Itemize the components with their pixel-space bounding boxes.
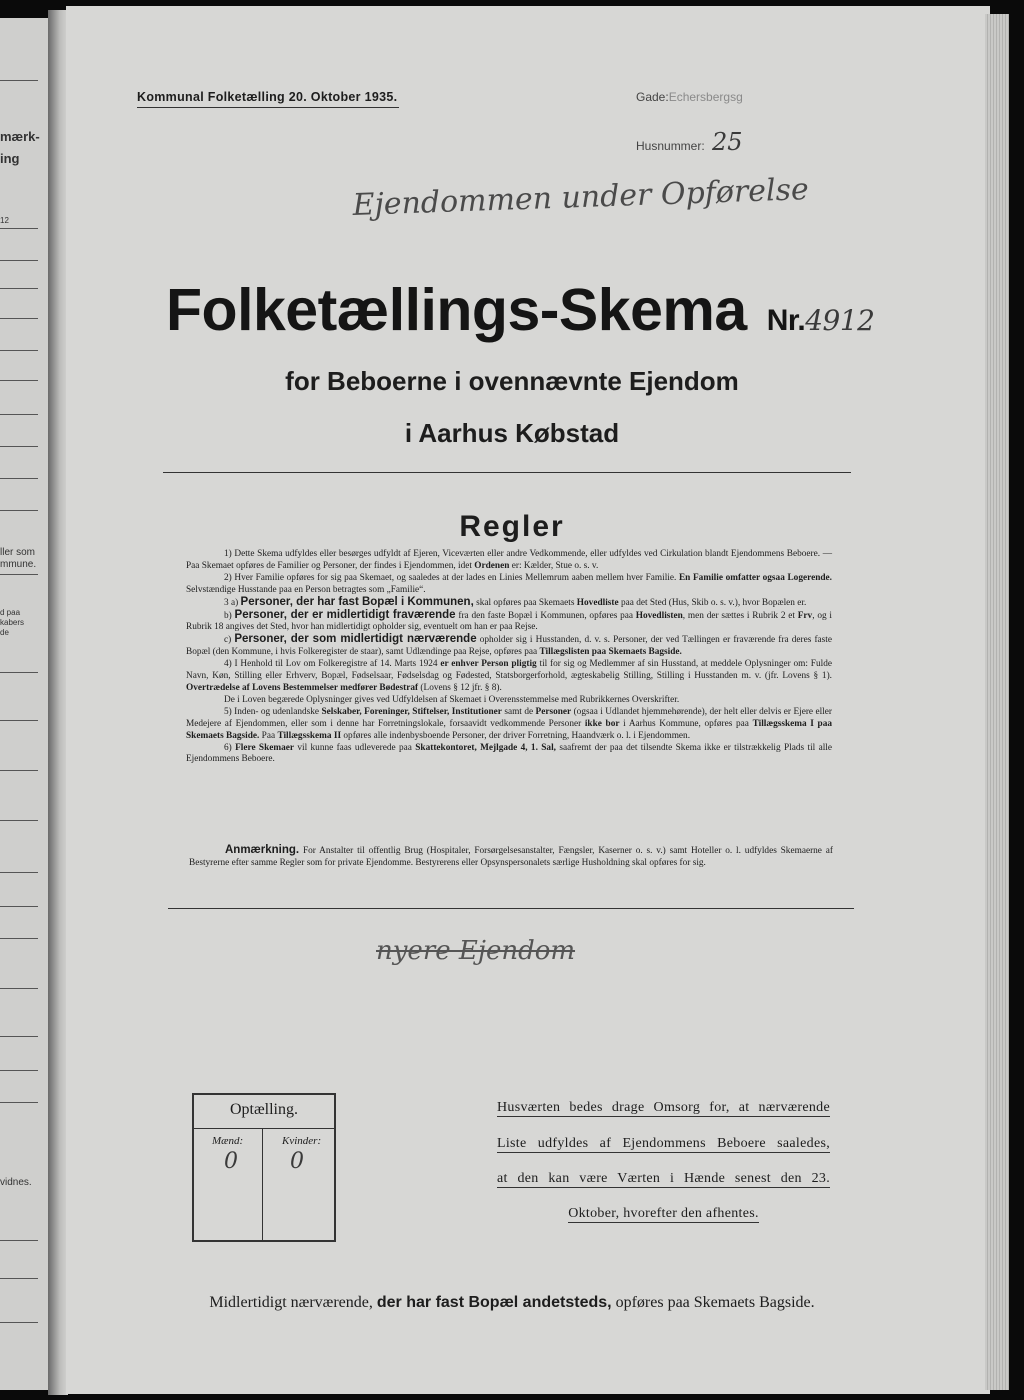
margin-fragment: mmune. bbox=[0, 559, 37, 570]
margin-rule bbox=[0, 80, 38, 81]
margin-rule bbox=[0, 938, 38, 939]
margin-rule bbox=[0, 988, 38, 989]
title-divider bbox=[163, 472, 851, 473]
rules-text bbox=[186, 549, 832, 766]
count-box-rule bbox=[194, 1128, 334, 1129]
house-number-value: 25 bbox=[712, 128, 743, 156]
form-subtitle-1: for Beboerne i ovennævnte Ejendom bbox=[285, 366, 739, 396]
header-underline bbox=[137, 107, 399, 108]
margin-rule bbox=[0, 720, 38, 721]
house-number-field bbox=[636, 128, 743, 156]
count-box-divider bbox=[262, 1128, 263, 1240]
margin-rule bbox=[0, 414, 38, 415]
notice-line-4: Oktober, hvorefter den afhentes. bbox=[568, 1206, 759, 1221]
handwritten-note: Ejendommen under Opførelse bbox=[352, 172, 810, 223]
street-label: Gade: bbox=[636, 90, 669, 104]
women-count: 0 bbox=[290, 1149, 304, 1174]
margin-fragment: mærk- bbox=[0, 129, 40, 144]
men-label: Mænd: bbox=[212, 1135, 244, 1147]
margin-fragment: vidnes. bbox=[0, 1177, 32, 1188]
margin-rule bbox=[0, 770, 38, 771]
men-count: 0 bbox=[224, 1149, 238, 1174]
rule-1: 1) Dette Skema udfyldes eller besørges udfyldt af Ejeren, Viceværten eller andre Vedkommende, eller udfyldes ved Cirkulation blandt Ejendommens Beboere. — Paa Skemaet opføres de Familier og Personer, der findes i Ejendommen, idet Ordenen er: Kælder, Stue o. s. v. bbox=[186, 549, 832, 571]
form-title bbox=[166, 276, 874, 344]
margin-rule bbox=[0, 1036, 38, 1037]
margin-fragment: ing bbox=[0, 151, 20, 166]
rule-6: 6) Flere Skemaer vil kunne faas udleverede paa Skattekontoret, Mejlgade 4, 1. Sal, saafremt der paa det tilsendte Skema ikke er tilstrækkelig Plads til alle Ejendommens Beboere. bbox=[186, 742, 832, 765]
book-spine bbox=[48, 10, 68, 1395]
margin-fragment: kabers bbox=[0, 618, 25, 627]
rule-4-note: De i Loven begærede Oplysninger gives ved Udfyldelsen af Skemaet i Overensstemmelse med Rubrikkernes Overskrifter. bbox=[224, 694, 680, 705]
margin-rule bbox=[0, 672, 38, 673]
street-value: Echersbergsg bbox=[668, 90, 743, 104]
house-number-label: Husnummer: bbox=[636, 139, 705, 153]
margin-rule bbox=[0, 820, 38, 821]
struck-handwritten-note: nyere Ejendom bbox=[376, 936, 576, 966]
margin-rule bbox=[0, 350, 38, 351]
margin-rule bbox=[0, 318, 38, 319]
margin-rule bbox=[0, 1070, 38, 1071]
remark-text: For Anstalter til offentlig Brug (Hospitaler, Forsørgelsesanstalter, Fængsler, Kaserner o. s. v.) samt Hoteller o. l. udfyldes Skemaerne af Bestyrerne efter samme Regler som for private Ejendomme. Bestyrerens eller Opsynspersonalets særlige Husholdning skal opføres for sig. bbox=[189, 846, 833, 868]
margin-fragment: d paa bbox=[0, 608, 21, 617]
census-header: Kommunal Folketælling 20. Oktober 1935. bbox=[137, 90, 398, 104]
margin-rule bbox=[0, 1102, 38, 1103]
rule-5: 5) Inden- og udenlandske Selskaber, Foreninger, Stiftelser, Institutioner samt de Personer (ogsaa i Udlandet hjemmehørende), der helt eller delvis er Ejere eller Medejere af Ejendommen, eller som i denne har Forretningslokale, forsaavidt vedkommende Personer ikke bor i Aarhus Kommune, opføres paa Tillægsskema I paa Skemaets Bagside. Paa Tillægsskema II opføres alle indenbysboende Personer, der driver Forretning, Haandværk o. l. i Ejendommen. bbox=[186, 706, 833, 741]
margin-rule bbox=[0, 288, 38, 289]
remark-paragraph bbox=[189, 844, 833, 869]
margin-rule bbox=[0, 228, 38, 229]
form-number-value: 4912 bbox=[805, 304, 875, 337]
margin-rule bbox=[0, 1278, 38, 1279]
margin-rule bbox=[0, 478, 38, 479]
margin-fragment: de bbox=[0, 628, 9, 637]
notice-line-2: Liste udfyldes af Ejendommens Beboere saaledes, bbox=[497, 1136, 830, 1151]
form-title-main: Folketællings-Skema bbox=[166, 277, 747, 343]
margin-rule bbox=[0, 906, 38, 907]
margin-rule bbox=[0, 574, 38, 575]
margin-rule bbox=[0, 260, 38, 261]
rule-2: 2) Hver Familie opføres for sig paa Skemaet, og saaledes at der lades en Linies Mellemrum aaben mellem hver Familie. En Familie omfatter ogsaa Logerende. Selvstændige Husstande paa en Person betragtes som „Familie“. bbox=[186, 572, 832, 595]
rule-3b: b) Personer, der er midlertidigt fraværende fra den faste Bopæl i Kommunen, opføres paa Hovedlisten, men der sættes i Rubrik 2 et Frv, og i Rubrik 18 angives det Sted, hvor han midlertidigt opholder sig, eventuelt om han er paa Rejse. bbox=[186, 608, 832, 633]
margin-rule bbox=[0, 1240, 38, 1241]
rule-3c: c) Personer, der som midlertidigt nærværende opholder sig i Husstanden, d. v. s. Personer, der ved Tællingen er fraværende fra deres faste Bopæl (den Kommune, i hvis Folkeregister de staar), samt Udlændinge paa Rejse, opføres paa Tillægslisten paa Skemaets Bagside. bbox=[186, 633, 833, 658]
margin-rule bbox=[0, 1322, 38, 1323]
rules-heading: Regler bbox=[459, 510, 565, 543]
street-field bbox=[636, 90, 743, 104]
form-number-label: Nr. bbox=[766, 304, 806, 337]
rule-3a: 3 a) Personer, der har fast Bopæl i Kommunen, skal opføres paa Skemaets Hovedliste paa det Sted (Hus, Skib o. s. v.), hvor Bopælen er. bbox=[224, 595, 807, 608]
rules-divider bbox=[168, 908, 854, 909]
rule-4: 4) I Henhold til Lov om Folkeregistre af 14. Marts 1924 er enhver Person pligtig til for sig og Medlemmer af sin Husstand, at meddele Oplysninger om: Fulde Navn, Køn, Stilling eller Erhverv, Bopæl, Fødselsaar, Fødselsdag og Fødested, Statsborgerforhold, ægteskabelig Stilling, Stilling i Husstanden m. v. (jfr. Lovens § 1). Overtrædelse af Lovens Bestemmelser medfører Bødestraf (Lovens § 12 jfr. § 8). bbox=[186, 659, 832, 693]
remark-label: Anmærkning. bbox=[225, 844, 300, 856]
margin-rule bbox=[0, 872, 38, 873]
footer-note: Midlertidigt nærværende, der har fast Bopæl andetsteds, opføres paa Skemaets Bagside. bbox=[209, 1294, 815, 1311]
form-subtitle-2: i Aarhus Købstad bbox=[404, 418, 620, 448]
notice-line-3: at den kan være Værten i Hænde senest den 23. bbox=[497, 1171, 830, 1186]
margin-fragment: ller som bbox=[0, 547, 36, 558]
margin-fragment: 12 bbox=[0, 216, 9, 225]
page-edges bbox=[985, 14, 1009, 1390]
count-box-title: Optælling. bbox=[229, 1101, 298, 1118]
women-label: Kvinder: bbox=[282, 1135, 322, 1147]
notice-line-1: Husværten bedes drage Omsorg for, at nærværende bbox=[497, 1100, 830, 1115]
count-box bbox=[192, 1093, 336, 1242]
left-facing-page bbox=[0, 18, 48, 1390]
